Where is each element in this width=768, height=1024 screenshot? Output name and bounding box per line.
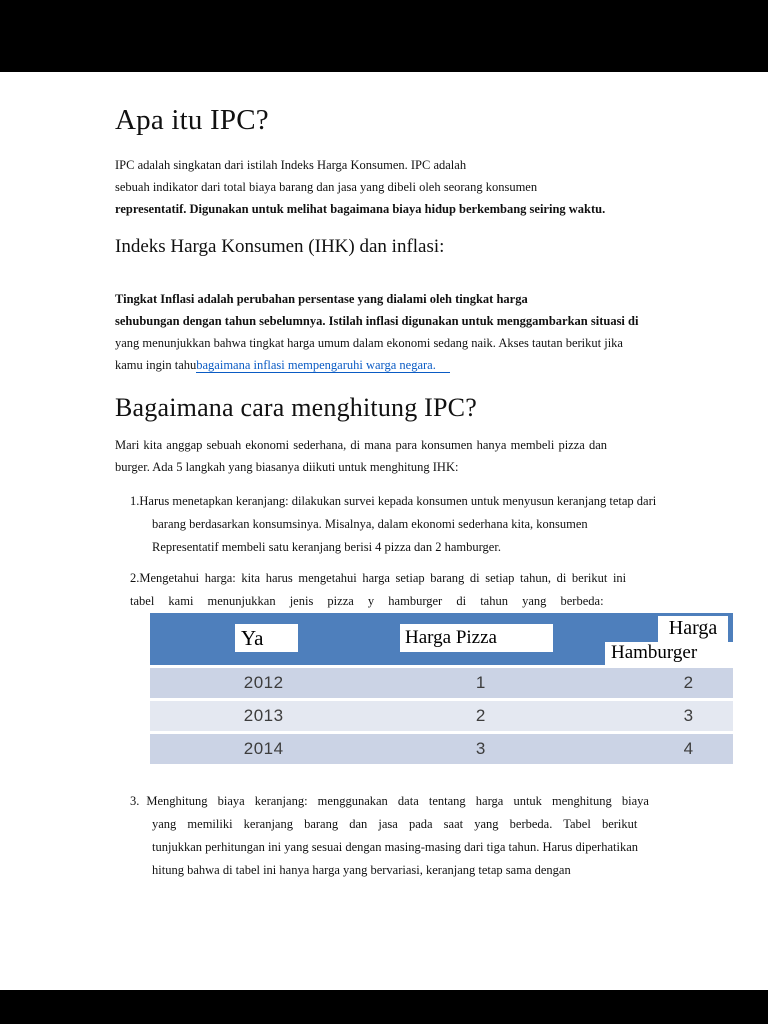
step-1 bbox=[130, 490, 707, 559]
cell-pizza-price: 2 bbox=[475, 706, 486, 725]
step-3 bbox=[130, 790, 707, 882]
text-line: yang menunjukkan bahwa tingkat harga umum dalam ekonomi sedang naik. Akses tautan berikut jika bbox=[115, 336, 623, 350]
cell-pizza-price: 1 bbox=[475, 673, 486, 692]
price-table bbox=[150, 613, 733, 764]
step-line: yang memiliki keranjang barang dan jasa pada saat yang berbeda. Tabel berikut bbox=[152, 817, 638, 831]
link-prefix-text: kamu ingin tahu bbox=[115, 358, 197, 372]
cell-hamburger-price: 3 bbox=[683, 706, 694, 725]
table-row bbox=[150, 698, 733, 731]
text-line: sehubungan dengan tahun sebelumnya. Istilah inflasi digunakan untuk menggambarkan situasi di bbox=[115, 314, 639, 328]
heading-cara-menghitung: Bagaimana cara menghitung IPC? bbox=[115, 393, 477, 422]
paragraph-inflasi bbox=[115, 288, 768, 376]
heading-apa-itu-ipc: Apa itu IPC? bbox=[115, 104, 269, 136]
text-line-with-link bbox=[115, 354, 768, 376]
header-label-pizza: Harga Pizza bbox=[405, 627, 497, 648]
step-text: Harus menetapkan keranjang: dilakukan survei kepada konsumen untuk menyusun keranjang tetap dari bbox=[139, 494, 657, 508]
header-label-year: Ya bbox=[241, 626, 264, 650]
text-line: IPC adalah singkatan dari istilah Indeks Harga Konsumen. IPC adalah bbox=[115, 158, 467, 172]
header-cell-pizza bbox=[400, 624, 553, 652]
cell-year: 2014 bbox=[243, 739, 284, 758]
header-label-harga: Harga bbox=[668, 617, 718, 639]
step-text: Menghitung biaya keranjang: menggunakan data tentang harga untuk menghitung biaya bbox=[146, 794, 649, 808]
document-page bbox=[0, 72, 768, 990]
cell-year: 2013 bbox=[243, 706, 284, 725]
step-line bbox=[130, 567, 707, 590]
step-line: tunjukkan perhitungan ini yang sesuai dengan masing-masing dari tiga tahun. Harus diperhatikan bbox=[152, 840, 638, 854]
cell-hamburger-price: 4 bbox=[683, 739, 694, 758]
cell-hamburger-price: 2 bbox=[683, 673, 694, 692]
step-2 bbox=[130, 567, 707, 613]
step-line bbox=[130, 490, 707, 513]
step-text: Mengetahui harga: kita harus mengetahui harga setiap barang di setiap tahun, di berikut ini bbox=[139, 571, 627, 585]
step-number: 3. bbox=[130, 794, 140, 808]
cell-pizza-price: 3 bbox=[475, 739, 486, 758]
header-cell-hamburger-bottom bbox=[605, 642, 733, 665]
text-line: sebuah indikator dari total biaya barang dan jasa yang dibeli oleh seorang konsumen bbox=[115, 180, 538, 194]
step-line bbox=[130, 790, 707, 813]
cell-year: 2012 bbox=[243, 673, 284, 692]
price-table-header bbox=[150, 613, 733, 665]
step-line: hitung bahwa di tabel ini hanya harga yang bervariasi, keranjang tetap sama dengan bbox=[152, 863, 571, 877]
step-line: Representatif membeli satu keranjang berisi 4 pizza dan 2 hamburger. bbox=[152, 540, 501, 554]
heading-ihk-inflasi: Indeks Harga Konsumen (IHK) dan inflasi: bbox=[115, 236, 445, 257]
table-row bbox=[150, 665, 733, 698]
paragraph-ipc-definition bbox=[115, 154, 768, 220]
header-cell-year bbox=[235, 624, 298, 652]
text-line: Tingkat Inflasi adalah perubahan persentase yang dialami oleh tingkat harga bbox=[115, 292, 528, 306]
header-cell-hamburger-top bbox=[658, 616, 728, 642]
header-label-hamburger: Hamburger bbox=[611, 642, 698, 663]
inflation-link[interactable]: bagaimana inflasi mempengaruhi warga negara. bbox=[196, 358, 450, 373]
step-line: tabel kami menunjukkan jenis pizza y hamburger di tahun yang berbeda: bbox=[130, 594, 604, 608]
step-number: 1. bbox=[130, 494, 140, 508]
step-number: 2. bbox=[130, 571, 140, 585]
text-line: Mari kita anggap sebuah ekonomi sederhana, di mana para konsumen hanya membeli pizza dan bbox=[115, 438, 607, 452]
paragraph-economy-intro bbox=[115, 434, 768, 478]
step-line: barang berdasarkan konsumsinya. Misalnya, dalam ekonomi sederhana kita, konsumen bbox=[152, 517, 588, 531]
text-line: burger. Ada 5 langkah yang biasanya diikuti untuk menghitung IHK: bbox=[115, 460, 459, 474]
text-line: representatif. Digunakan untuk melihat bagaimana biaya hidup berkembang seiring waktu. bbox=[115, 202, 606, 216]
table-row bbox=[150, 731, 733, 764]
